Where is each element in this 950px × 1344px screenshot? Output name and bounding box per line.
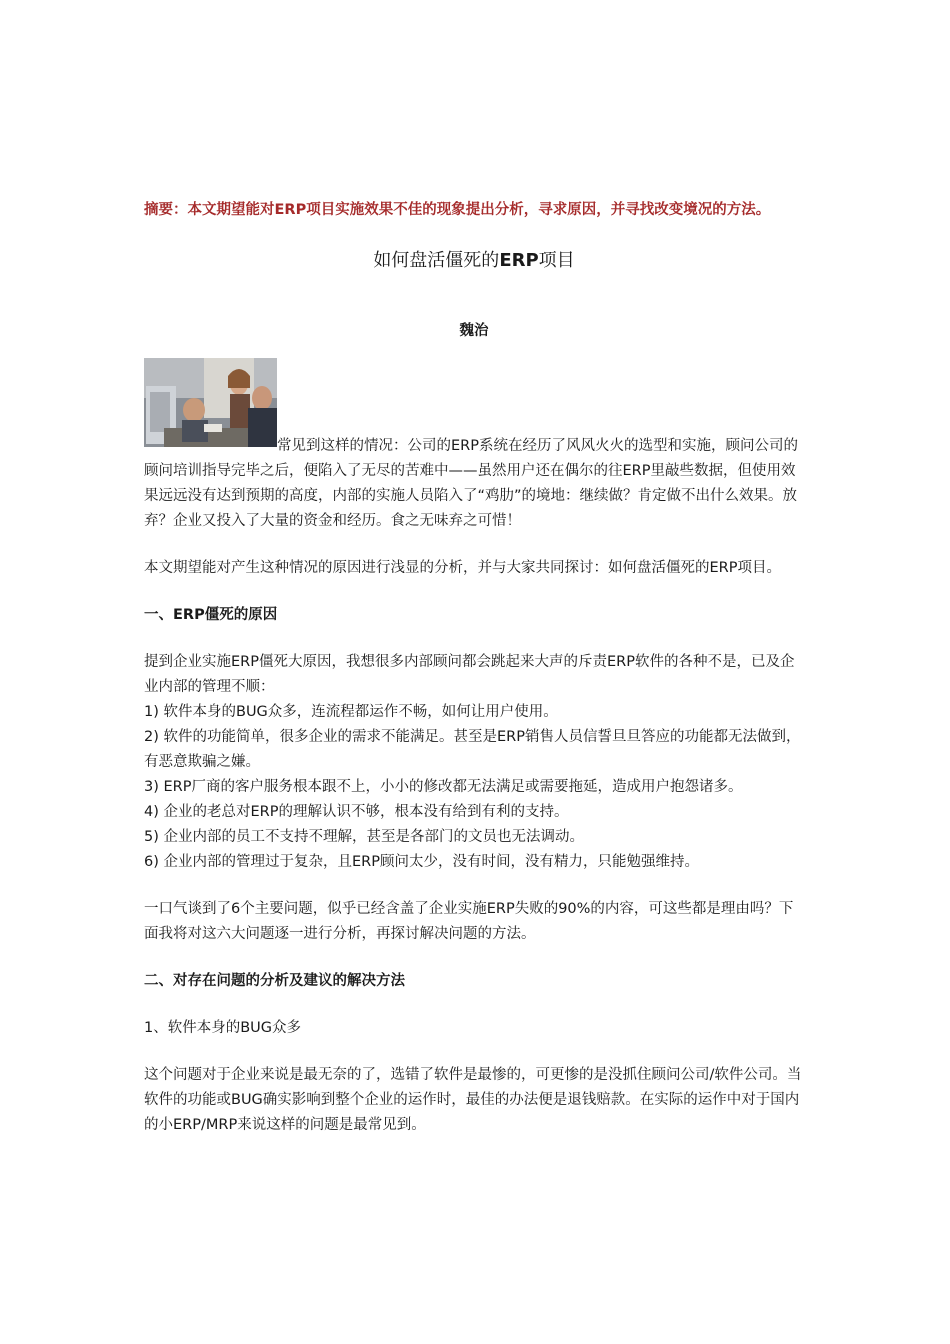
section1-lead: 提到企业实施ERP僵死大原因，我想很多内部顾问都会跳起来大声的斥责ERP软件的各种不是，已及企业内部的管理不顺： <box>144 654 795 695</box>
title-suffix: 项目 <box>538 250 575 271</box>
list-item: 5) 企业内部的员工不支持不理解，甚至是各部门的文员也无法调动。 <box>144 829 584 845</box>
article-title <box>144 247 804 275</box>
list-item: 6) 企业内部的管理过于复杂，且ERP顾问太少，没有时间，没有精力，只能勉强维持。 <box>144 854 699 870</box>
purpose-paragraph: 本文期望能对产生这种情况的原因进行浅显的分析，并与大家共同探讨：如何盘活僵死的ERP项目。 <box>144 560 781 576</box>
list-item: 1) 软件本身的BUG众多，连流程都运作不畅，如何让用户使用。 <box>144 704 558 720</box>
problem-list <box>144 700 804 875</box>
title-prefix: 如何盘活僵死的 <box>373 250 500 271</box>
document-body <box>144 198 804 1138</box>
section2-paragraph: 这个问题对于企业来说是最无奈的了，选错了软件是最惨的，可更惨的是没抓住顾问公司/软件公司。当软件的功能或BUG确实影响到整个企业的运作时，最佳的办法便是退钱赔款。在实际的运作中对于国内的小ERP/MRP来说这样的问题是最常见到。 <box>144 1067 802 1133</box>
section2-subheading: 1、软件本身的BUG众多 <box>144 1020 302 1036</box>
author: 魏治 <box>459 323 489 339</box>
section2-heading: 二、对存在问题的分析及建议的解决方法 <box>144 973 405 989</box>
section1-heading: 一、ERP僵死的原因 <box>144 607 278 623</box>
section1-summary: 一口气谈到了6个主要问题，似乎已经含盖了企业实施ERP失败的90%的内容，可这些都是理由吗？下面我将对这六大问题逐一进行分析，再探讨解决问题的方法。 <box>144 901 794 942</box>
list-item: 3) ERP厂商的客户服务根本跟不上，小小的修改都无法满足或需要拖延，造成用户抱怨诸多。 <box>144 779 743 795</box>
list-item: 2) 软件的功能简单，很多企业的需求不能满足。甚至是ERP销售人员信誓旦旦答应的功能都无法做到，有恶意欺骗之嫌。 <box>144 729 801 770</box>
intro-block <box>144 358 804 534</box>
office-meeting-photo <box>144 358 277 447</box>
title-bold: ERP <box>499 250 539 271</box>
intro-paragraph: 常见到这样的情况：公司的ERP系统在经历了风风火火的选型和实施，顾问公司的顾问培训指导完毕之后，便陷入了无尽的苦难中——虽然用户还在偶尔的往ERP里敲些数据，但使用效果远远没有达到预期的高度，内部的实施人员陷入了“鸡肋”的境地：继续做？肯定做不出什么效果。放弃？企业又投入了大量的资金和经历。食之无味弃之可惜！ <box>144 438 798 529</box>
abstract: 摘要：本文期望能对ERP项目实施效果不佳的现象提出分析，寻求原因，并寻找改变境况的方法。 <box>144 202 771 218</box>
list-item: 4) 企业的老总对ERP的理解认识不够，根本没有给到有利的支持。 <box>144 804 569 820</box>
